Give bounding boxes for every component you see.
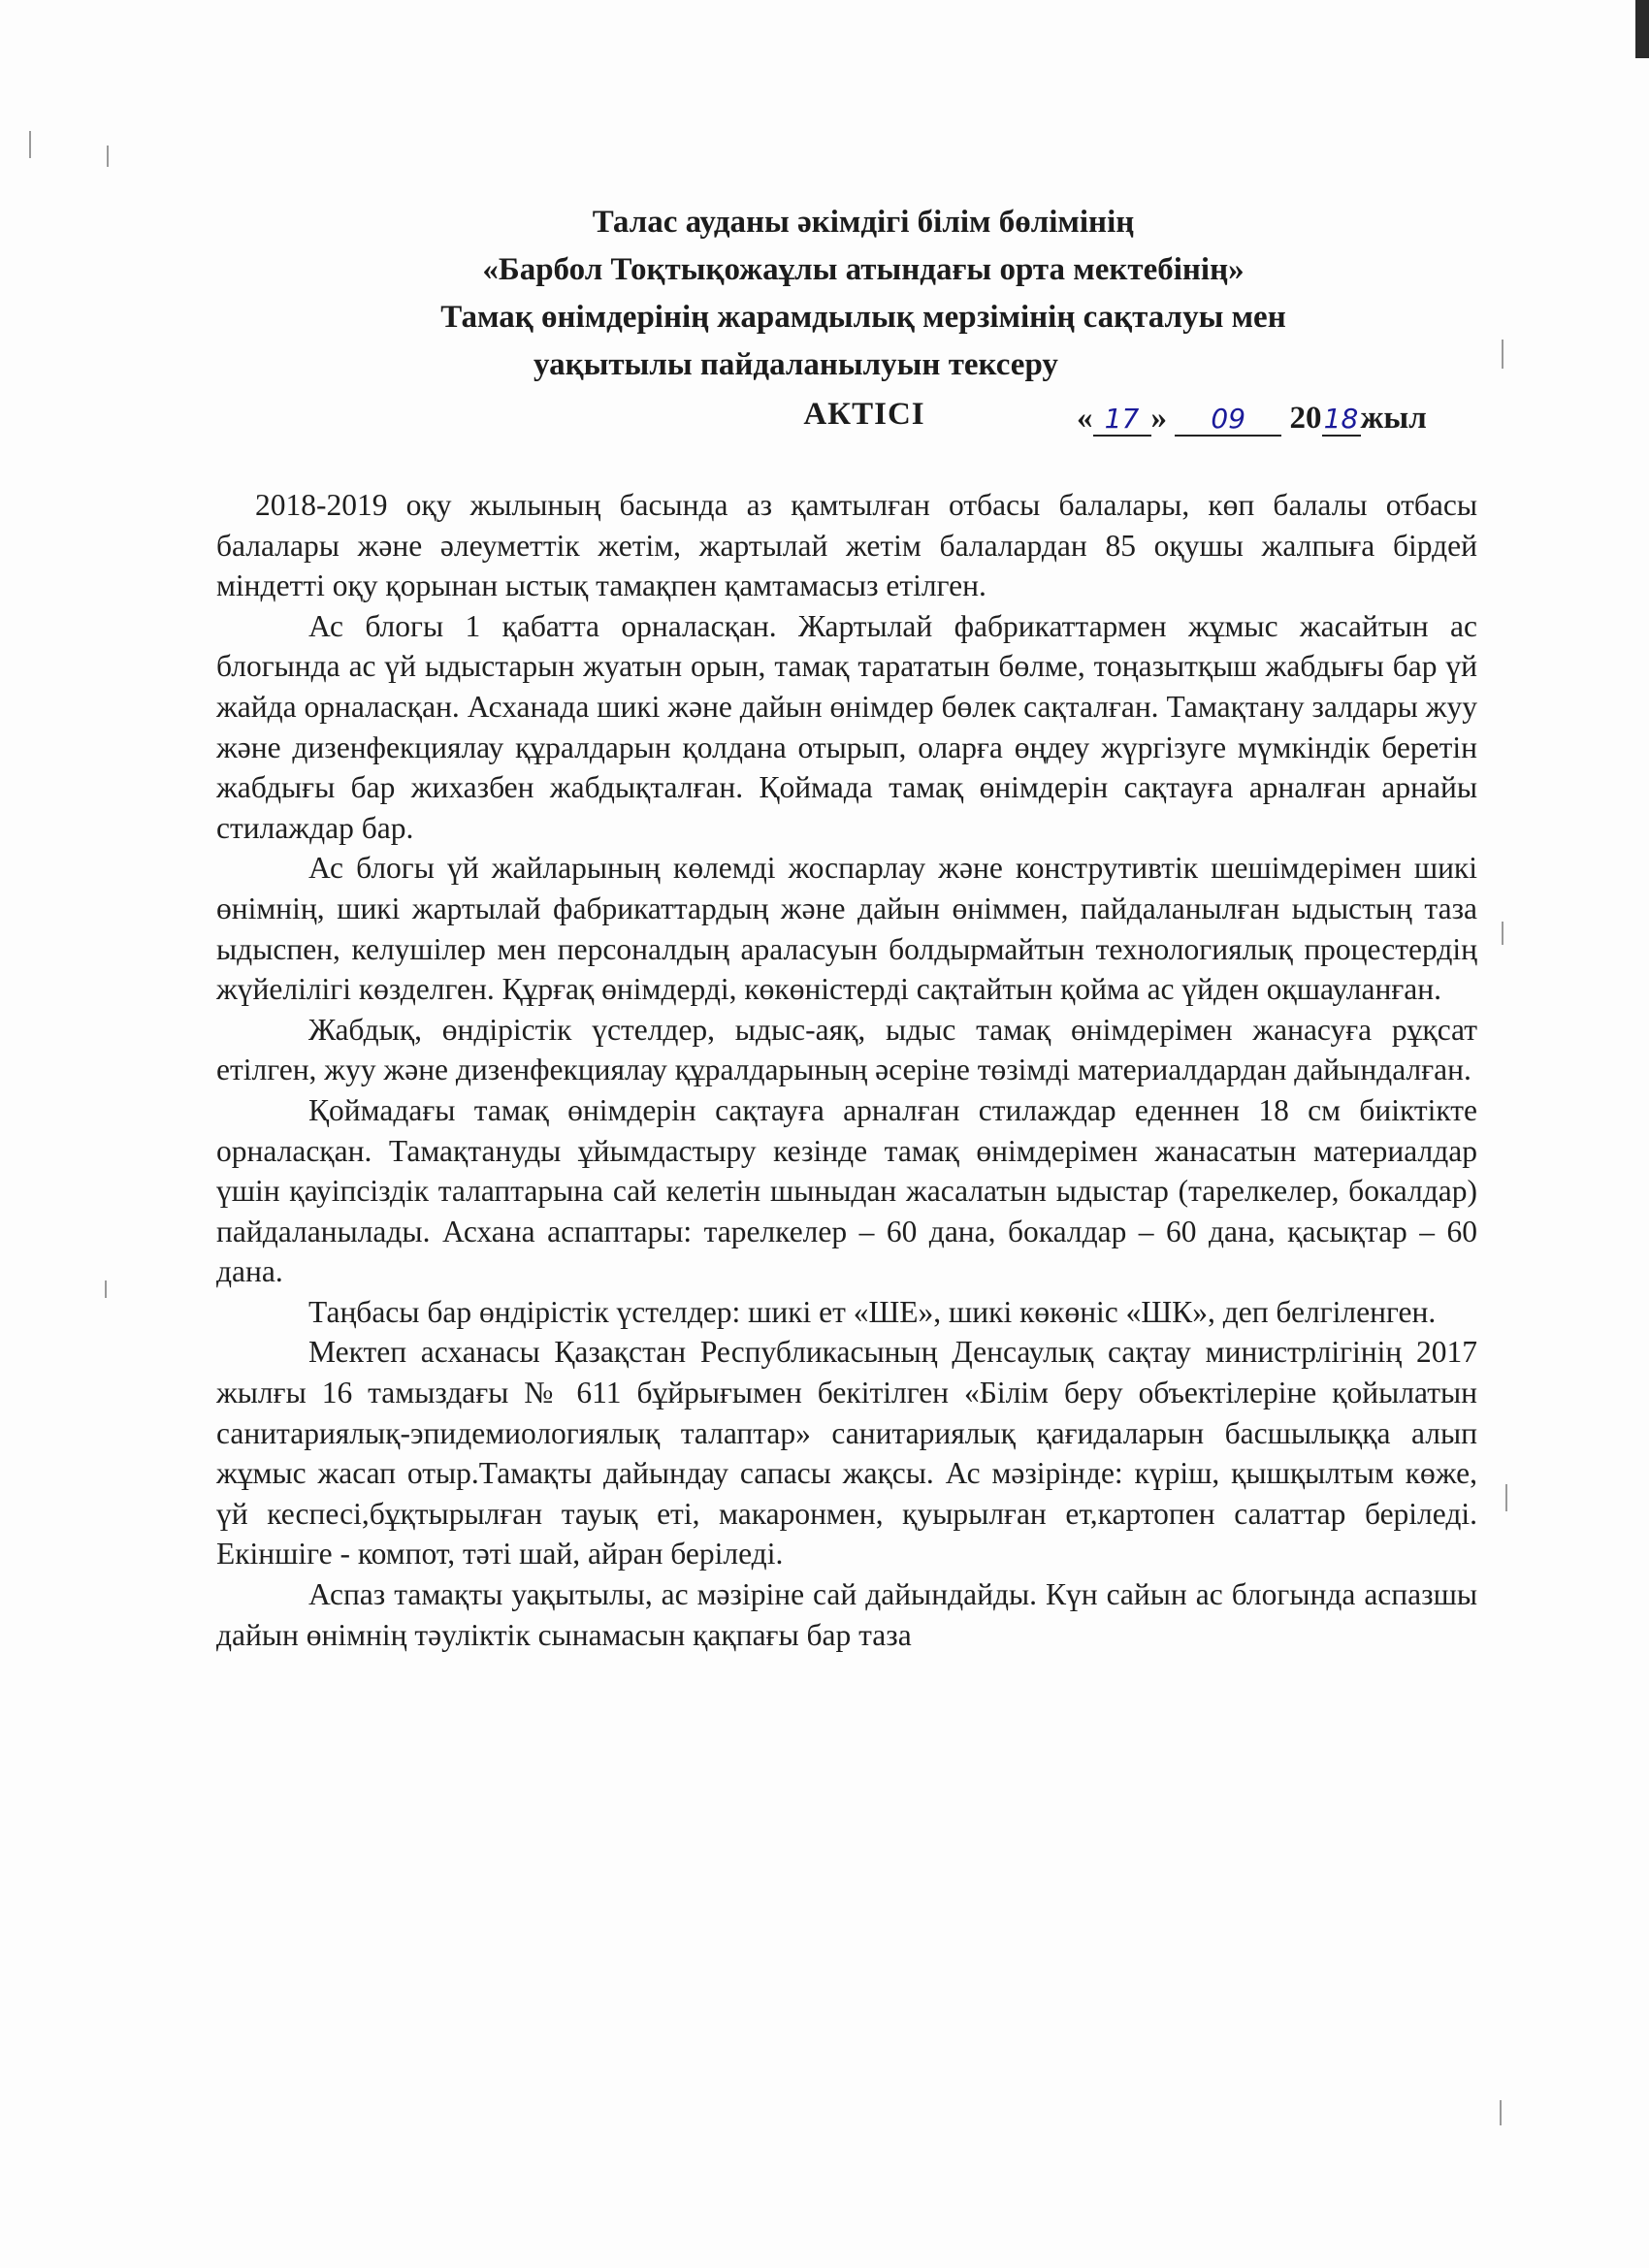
scan-edge-mark [1635, 0, 1649, 58]
date-suffix: жыл [1360, 401, 1427, 436]
scan-mark [1502, 340, 1504, 369]
document-body [216, 485, 1477, 1655]
date-day-handwritten: 17 [1093, 403, 1151, 437]
scan-mark [1505, 1484, 1507, 1511]
scan-mark [1500, 2100, 1502, 2125]
body-paragraph: Ас блогы үй жайларының көлемді жоспарлау және конструтивтік шешімдерімен шикі өнімнің, шикі жартылай фабрикаттардың және дайын өніммен, пайдаланылған ыдыстың таза ыдыспен, келушілер мен персоналдың араласуын болдырмайтын технологиялық процестердің жүйелілігі көзделген. Құрғақ өнімдерді, көкөністерді сақтайтын қойма ас үйден оқшауланған. [216, 851, 1477, 1007]
body-paragraph: Аспаз тамақты уақытылы, ас мәзіріне сай дайындайды. Күн сайын ас блогында аспазшы дайын өнімнің тәуліктік сынамасын қақпағы бар таза [216, 1577, 1477, 1652]
body-paragraph: 2018-2019 оқу жылының басында аз қамтылған отбасы балалары, көп балалы отбасы балалары және әлеуметтік жетім, жартылай жетім балалардан 85 оқушы жалпыға бірдей міндетті оқу қорынан ыстық тамақпен қамтамасыз етілген. [216, 488, 1477, 603]
scan-mark [107, 146, 109, 167]
date-year-handwritten: 18 [1322, 403, 1361, 437]
scan-mark [105, 1280, 107, 1298]
header-line: «Барбол Тоқтықожаұлы атындағы орта мектебінің» [482, 252, 1245, 287]
date-month-handwritten: 09 [1175, 403, 1281, 437]
body-paragraph: Таңбасы бар өндірістік үстелдер: шикі ет «ШЕ», шикі көкөніс «ШК», деп белгіленген. [308, 1294, 1437, 1329]
header-line: Талас ауданы әкімдігі білім бөлімінің [592, 205, 1135, 240]
date-open-quote: « [1077, 401, 1093, 436]
date-year-prefix: 20 [1289, 401, 1322, 436]
header-line: Тамақ өнімдерінің жарамдылық мерзімінің сақталуы мен [440, 300, 1286, 335]
body-paragraph: Мектеп асханасы Қазақстан Республикасының Денсаулық сақтау министрлігінің 2017 жылғы 16 тамыздағы № 611 бұйрығымен бекітілген «Білім беру объектілеріне қойылатын санитариялық-эпидемиологиялық талаптар» санитариялық қағидаларын басшылыққа алып жұмыс жасап отыр.Тамақты дайындау сапасы жақсы. Ас мәзірінде: күріш, қышқылтым көже, үй кеспесі,бұқтырылған тауық еті, макаронмен, қуырылған ет,картопен салаттар беріледі. Екіншіге - компот, тәті шай, айран беріледі. [216, 1335, 1477, 1571]
body-paragraph: Жабдық, өндірістік үстелдер, ыдыс-аяқ, ыдыс тамақ өнімдерімен жанасуға рұқсат етілген, жуу және дизенфекциялау құралдарының әсеріне төзімді материалдардан дайындалған. [216, 1012, 1477, 1087]
document-title: АКТІСІ [803, 397, 925, 432]
body-paragraph: Қоймадағы тамақ өнімдерін сақтауға арналған стилаждар еденнен 18 см биіктікте орналасқан. Тамақтануды ұйымдастыру кезінде тамақ өнімдерімен жанасатын материалдар үшін қауіпсіздік талаптарына сай келетін шыныдан жасалатын ыдыстар (тарелкелер, бокалдар) пайдаланылады. Асхана аспаптары: тарелкелер – 60 дана, бокалдар – 60 дана, қасықтар – 60 дана. [216, 1092, 1477, 1289]
date-close-quote: » [1150, 401, 1167, 436]
scan-mark [1502, 922, 1504, 945]
body-paragraph: Ас блогы 1 қабатта орналасқан. Жартылай фабрикаттармен жұмыс жасайтын ас блогында ас үй ыдыстарын жуатын орын, тамақ тарататын бөлме, тоңазытқыш жабдығы бар үй жайда орналасқан. Асханада шикі және дайын өнімдер бөлек сақталған. Тамақтану залдары жуу және дизенфекциялау құралдарын қолдана отырып, оларға өңдеу жүргізуге мүмкіндік беретін жабдығы бар жихазбен жабдықталған. Қоймада тамақ өнімдерін сақтауға арналған арнайы стилаждар бар. [216, 608, 1477, 845]
scan-mark [29, 131, 31, 158]
header-line: уақытылы пайдаланылуын тексеру [534, 347, 1058, 382]
document-date [1077, 401, 1494, 437]
